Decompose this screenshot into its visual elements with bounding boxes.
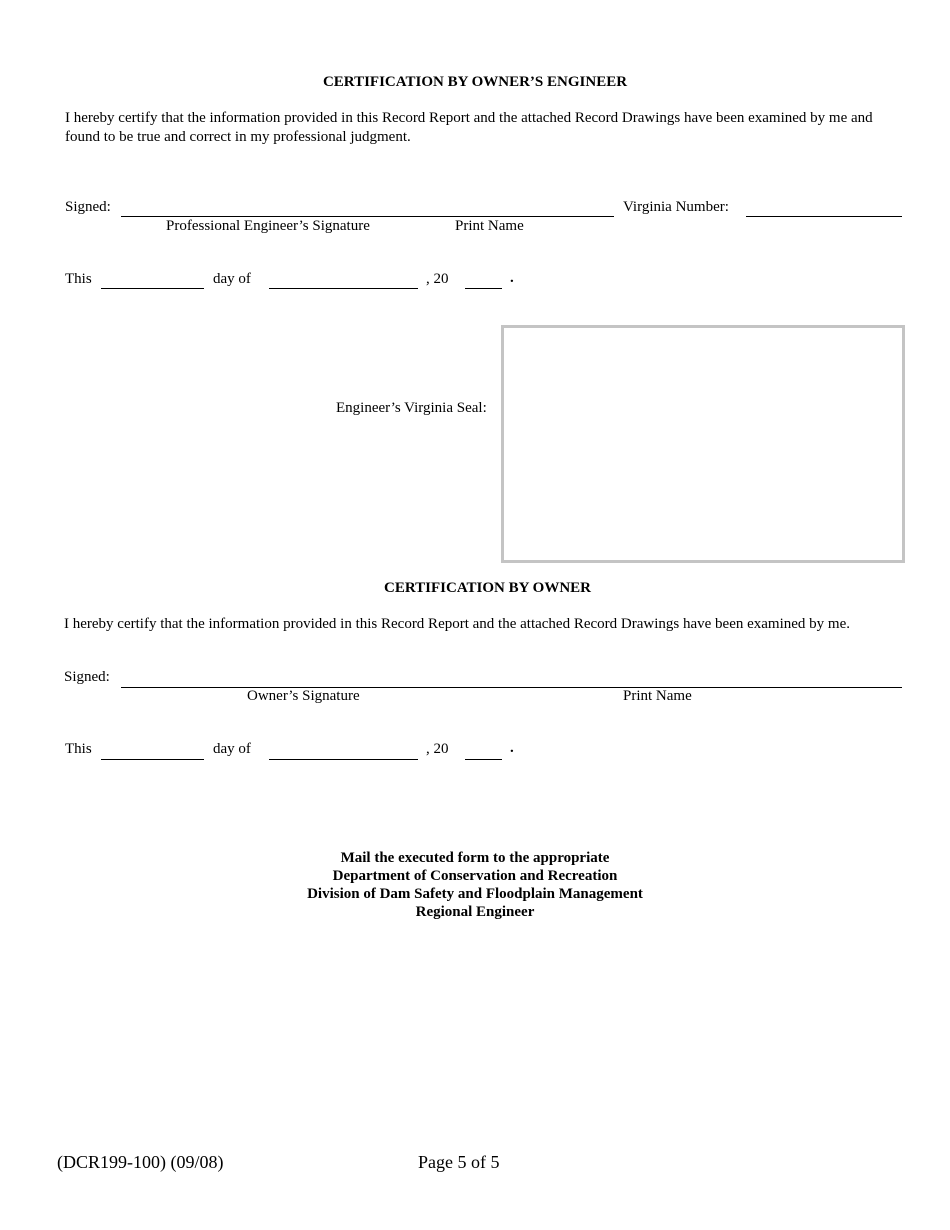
mail-instructions-line: Department of Conservation and Recreation bbox=[332, 868, 618, 884]
engineer-seal-box[interactable] bbox=[501, 325, 905, 563]
engineer-signed-label: Signed: bbox=[65, 199, 111, 215]
owner-date-day-line[interactable] bbox=[101, 759, 204, 760]
owner-date-this-label: This bbox=[65, 741, 92, 757]
owner-signature-line[interactable] bbox=[121, 687, 902, 688]
owner-date-year-line[interactable] bbox=[465, 759, 502, 760]
mail-instructions bbox=[0, 849, 950, 921]
virginia-number-label: Virginia Number: bbox=[623, 199, 729, 215]
engineer-date-day-line[interactable] bbox=[101, 288, 204, 289]
owner-date-month-line[interactable] bbox=[269, 759, 418, 760]
mail-instructions-line: Mail the executed form to the appropriate bbox=[340, 850, 610, 866]
engineer-date-this-label: This bbox=[65, 271, 92, 287]
owner-print-name-caption: Print Name bbox=[623, 688, 692, 704]
owner-date-period: . bbox=[510, 740, 514, 756]
engineer-date-month-line[interactable] bbox=[269, 288, 418, 289]
engineer-date-year-prefix: , 20 bbox=[426, 271, 449, 287]
owner-certification-statement: I hereby certify that the information provided in this Record Report and the attached Record Drawings have been examined by me. bbox=[64, 616, 850, 632]
engineer-date-day-of-label: day of bbox=[213, 271, 251, 287]
owner-signature-caption: Owner’s Signature bbox=[247, 688, 360, 704]
engineer-certification-heading: CERTIFICATION BY OWNER’S ENGINEER bbox=[322, 74, 628, 90]
footer-page-number: Page 5 of 5 bbox=[418, 1152, 500, 1172]
mail-instructions-line: Division of Dam Safety and Floodplain Management bbox=[307, 886, 643, 902]
engineer-seal-label: Engineer’s Virginia Seal: bbox=[336, 400, 487, 416]
engineer-signature-caption: Professional Engineer’s Signature bbox=[166, 218, 370, 234]
footer-form-id: (DCR199-100) (09/08) bbox=[57, 1152, 224, 1172]
engineer-date-year-line[interactable] bbox=[465, 288, 502, 289]
owner-date-year-prefix: , 20 bbox=[426, 741, 449, 757]
owner-certification-heading: CERTIFICATION BY OWNER bbox=[384, 580, 591, 596]
engineer-signature-line[interactable] bbox=[121, 216, 614, 217]
mail-instructions-line: Regional Engineer bbox=[415, 904, 535, 920]
engineer-print-name-caption: Print Name bbox=[455, 218, 524, 234]
engineer-certification-statement: I hereby certify that the information provided in this Record Report and the attached Record Drawings have been examined by me and found to be true and correct in my professional judgment. bbox=[65, 110, 873, 145]
engineer-date-period: . bbox=[510, 270, 514, 286]
owner-signed-label: Signed: bbox=[64, 669, 110, 685]
owner-date-day-of-label: day of bbox=[213, 741, 251, 757]
virginia-number-line[interactable] bbox=[746, 216, 902, 217]
